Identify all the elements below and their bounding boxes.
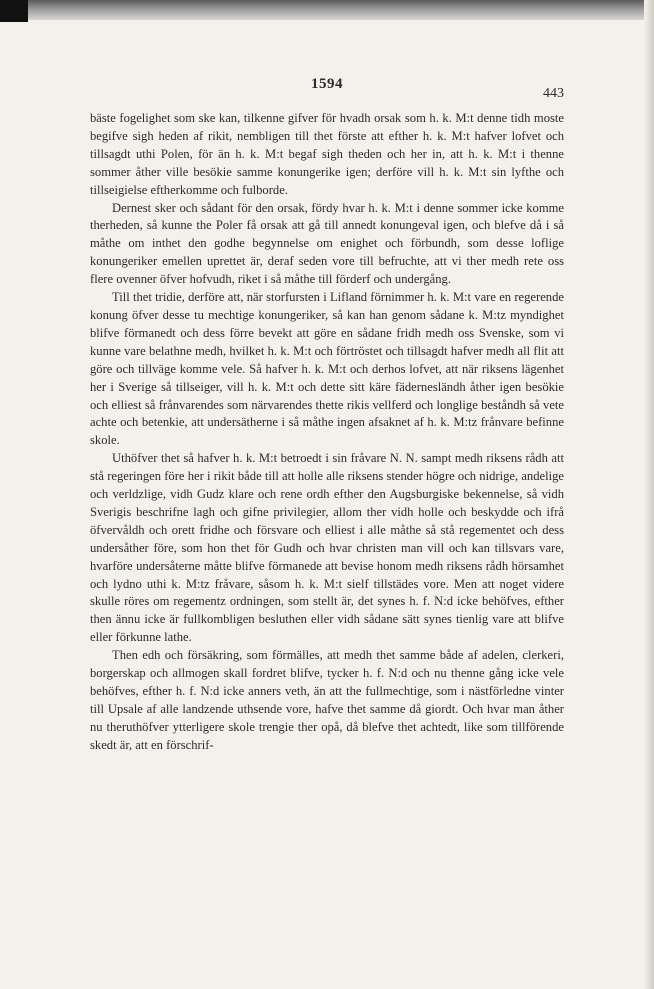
paragraph: Uthöfver thet så hafver h. k. M:t betroedt i sin fråvare N. N. sampt medh riksens rådh att stå regeringen före her i rikit både till att holle alle riksens stender högre och nidrige, andelige och verldzlige, vidh Gudz klare och rene ordh efther den Augsburgiske bekennelse, så vidh Sverigis beschrifne lagh och gifne privilegier, allom ther vidh holle och beskydde och ifrå öfvervåldh och orett fridhe och försvare och elliest i alle måthe så stå regementet och dess undersåther före, som hon thet för Gudh och hvar christen man vill och kan tillsvars vare, hvarföre undersåterne måtte blifve förmanede att bevise honom medh riksens rådh hörsamhet och lydno uthi k. M:tz fråvare, såsom h. k. M:t sielf tillstädes vore. Men att noget videre skulle röres om regementz ordningen, som stellt är, det synes h. f. N:d icke behöfves, efther then ännu icke är fullkombligen besluthen eller vidh sådane sätt synes tienlig vare att blifve eller förkunne lathe. xyxy=(90,451,564,645)
running-head-year: 1594 xyxy=(311,76,343,92)
paragraph: bäste fogelighet som ske kan, tilkenne gifver för hvadh orsak som h. k. M:t denne tidh moste begifve sigh heden af rikit, nembligen till thet förste att efther h. k. M:t hafver lofvet och tillsagdt uthi Polen, för än h. k. M:t begaf sigh theden och her in, att h. k. M:t i thenne sommer åther ville besökie samme konungerike igen; derföre vill h. k. M:t sin lyfthe och tillseigielse eftherkomme och fulborde. xyxy=(90,111,564,197)
paragraph: Then edh och försäkring, som förmälles, att medh thet samme både af adelen, clerkeri, borgerskap och allmogen skall fordret blifve, tycker h. f. N:d och nu thenne gång icke vele behöfves, efther h. f. N:d icke anners veth, än att the fullmechtige, som i nästförledne vinter till Upsale af alle landzende uthsende vore, hafve thet samme då giordt. Och hvar man åther nu theruthöfver ytterligere skole trengie ther opå, då blefve thet achtedt, like som tillförende skedt är, att en förschrif- xyxy=(90,648,564,752)
paragraph: Till thet tridie, derföre att, när storfursten i Lifland förnimmer h. k. M:t vare en regerende konung öfver desse tu mechtige konungeriker, så kan han genom sådane k. M:tz myndighet blifve förmanedt och dess förre bevekt att göre en sådane fridh medh oss Svenske, som vi kunne vare belathne medh, hvilket h. k. M:t och förtröstet och tillsagdt hafver medh all flit att göre och tillväge komme vele. Så hafver h. k. M:t och derhos lofvet, att när riksens lägenhet her i Sverige så tillseiger, vill h. k. M:t och dette sitt käre fädernesländh åther igen besökie och elliest så frånvarendes som närvarendes thette rikis vellferd och longlige beståndh så vete achte och betenkie, att undersätherne i så måthe ingen afsaknet af h. k. M:tz frånvare befinne skole. xyxy=(90,290,564,448)
scan-edge-shadow xyxy=(0,0,654,20)
page-header xyxy=(90,76,564,104)
paragraph: Dernest sker och sådant för den orsak, fördy hvar h. k. M:t i denne sommer icke komme therheden, så kunne the Poler få orsak att gå till annedt konungeval igen, och blefve då i så måthe om inthet den godhe begynnelse om enighet och förbundh, som desse loflige konungeriker emellen uprettet är, deraf seden vore till befruchte, att vi ther medh rete oss flere ovenner öfver hofvudh, riket i så måthe till förderf och undergång. xyxy=(90,200,564,287)
scan-right-edge xyxy=(644,0,654,989)
scan-corner-mark xyxy=(0,0,28,22)
body-text xyxy=(90,110,564,755)
page-number: 443 xyxy=(543,86,564,101)
